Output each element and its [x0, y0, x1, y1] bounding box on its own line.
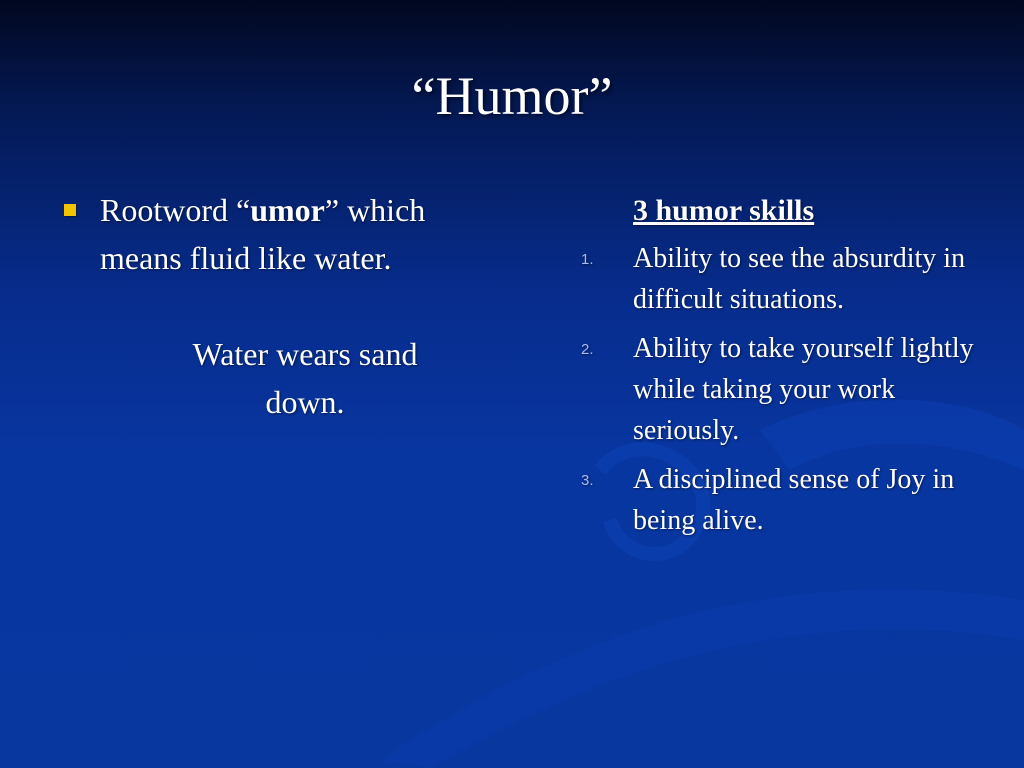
left-column	[60, 186, 480, 426]
skill-item	[578, 238, 978, 320]
skill-number: 1.	[581, 251, 594, 268]
bullet-text-suffix: ” which means fluid like water.	[100, 192, 426, 276]
skill-number: 2.	[581, 341, 594, 358]
right-column	[578, 190, 978, 549]
skill-number: 3.	[581, 472, 594, 489]
bullet-square-icon	[64, 204, 76, 216]
skill-text: Ability to take yourself lightly while taking your work seriously.	[633, 333, 974, 446]
rootword-bullet	[60, 186, 480, 282]
bullet-text-prefix: Rootword “	[100, 192, 251, 228]
bullet-text-bold: umor	[250, 192, 325, 228]
slide-title: “Humor”	[411, 66, 613, 126]
water-note: Water wears sand down.	[192, 336, 418, 420]
skill-text: A disciplined sense of Joy in being alive.	[633, 464, 955, 536]
skill-text: Ability to see the absurdity in difficult situations.	[633, 243, 966, 315]
skills-heading: 3 humor skills	[633, 194, 815, 227]
skill-item	[578, 459, 978, 541]
skill-item	[578, 328, 978, 451]
